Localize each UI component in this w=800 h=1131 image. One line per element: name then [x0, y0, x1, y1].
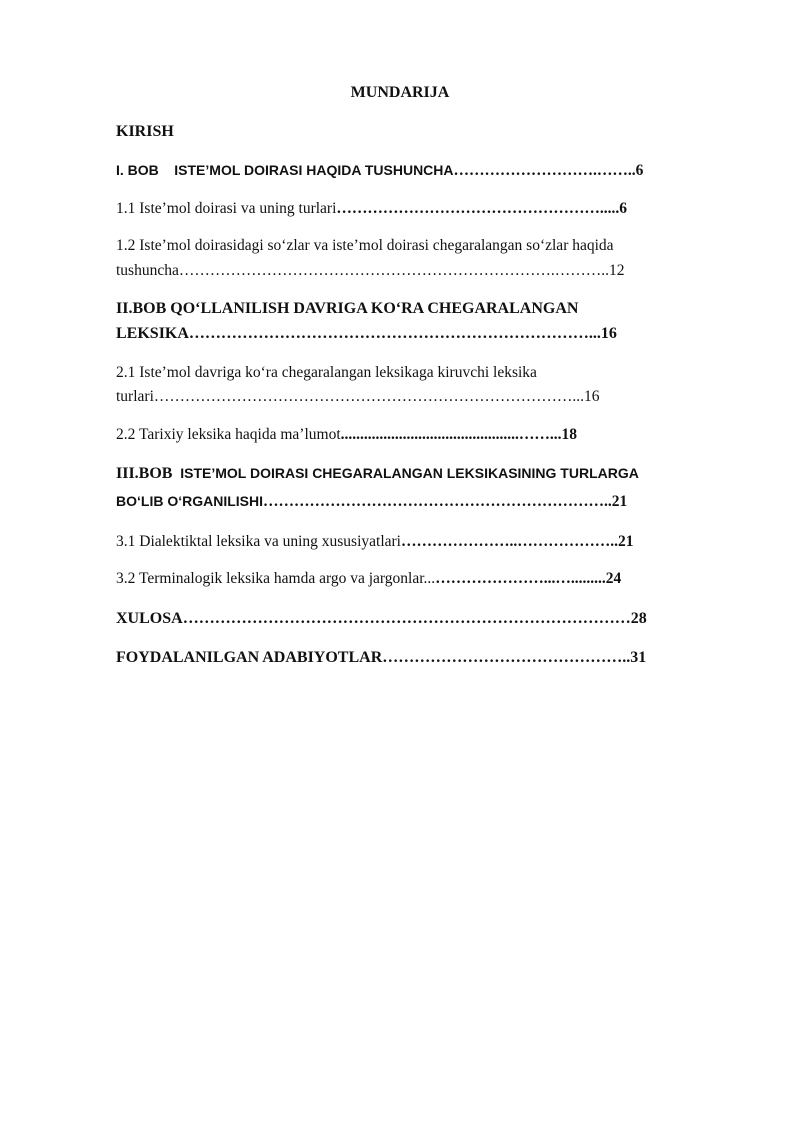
- toc-entry-chapter-2-line2: [116, 325, 617, 343]
- toc-entry-chapter-3-line1: [116, 465, 639, 483]
- toc-entry-chapter-1: [116, 162, 643, 180]
- toc-entry-chapter-2-line1: II.BOB QO‘LLANILISH DAVRIGA KO‘RA CHEGARALANGAN: [116, 300, 579, 317]
- toc-entry-1-2-line1: 1.2 Iste’mol doirasidagi so‘zlar va iste’mol doirasi chegaralangan so‘zlar haqida: [116, 237, 614, 254]
- chapter-1-number: I. BOB: [116, 162, 159, 178]
- section-2-2-leader-page: ..............................................……...18: [340, 426, 577, 443]
- section-2-1-title-cont: turlari: [116, 388, 154, 405]
- chapter-3-title: ISTE’MOL DOIRASI CHEGARALANGAN LEKSIKASINING TURLARGA: [180, 465, 639, 481]
- xulosa-leader-page: …………………………………………………………………………28: [182, 610, 647, 627]
- toc-entry-2-1-line1: 2.1 Iste’mol davriga ko‘ra chegaralangan leksikaga kiruvchi leksika: [116, 364, 537, 381]
- chapter-3-leader-page: …………………………………………………………..21: [263, 493, 628, 510]
- section-1-1-leader-page: …………………………………………….....6: [336, 200, 628, 217]
- section-3-2-leader-page: …………………...….........24: [435, 570, 622, 587]
- toc-entry-3-2: [116, 570, 621, 588]
- section-2-2-title: 2.2 Tarixiy leksika haqida ma’lumot: [116, 426, 341, 443]
- xulosa-title: XULOSA: [116, 610, 183, 627]
- chapter-1-title: ISTE’MOL DOIRASI HAQIDA TUSHUNCHA: [174, 162, 454, 178]
- toc-entry-2-1-line2: [116, 388, 600, 406]
- chapter-3-title-cont: BO‘LIB O‘RGANILISHI: [116, 493, 263, 509]
- chapter-2-leader-page: …………………………………………………………………...16: [188, 325, 617, 342]
- chapter-2-title-cont: LEKSIKA: [116, 325, 189, 342]
- chapter-3-number: III.BOB: [116, 465, 173, 482]
- section-1-1-title: 1.1 Iste’mol doirasi va uning turlari: [116, 200, 337, 217]
- toc-entry-2-2: [116, 426, 577, 444]
- toc-entry-1-1: [116, 200, 627, 218]
- section-3-1-title: 3.1 Dialektiktal leksika va uning xususiyatlari: [116, 533, 401, 550]
- section-3-2-title: 3.2 Terminalogik leksika hamda argo va jargonlar...: [116, 570, 436, 587]
- section-3-1-leader-page: …………………..………………..21: [400, 533, 634, 550]
- references-title: FOYDALANILGAN ADABIYOTLAR: [116, 649, 383, 666]
- section-1-2-leader-page: ……………………………………………………………….………..12: [178, 262, 625, 279]
- toc-entry-chapter-3-line2: [116, 493, 627, 511]
- toc-entry-kirish: KIRISH: [116, 123, 174, 140]
- chapter-1-leader-page: ……………………….……..6: [453, 162, 644, 179]
- section-1-2-title-cont: tushuncha: [116, 262, 179, 279]
- toc-entry-references: [116, 649, 646, 667]
- toc-entry-xulosa: [116, 610, 647, 628]
- toc-entry-1-2-line2: [116, 262, 624, 280]
- references-leader-page: ………………………………………..31: [382, 649, 647, 666]
- page-title: MUNDARIJA: [350, 84, 450, 101]
- section-2-1-leader-page: ………………………………………………………………………...16: [153, 388, 600, 405]
- toc-entry-3-1: [116, 533, 633, 551]
